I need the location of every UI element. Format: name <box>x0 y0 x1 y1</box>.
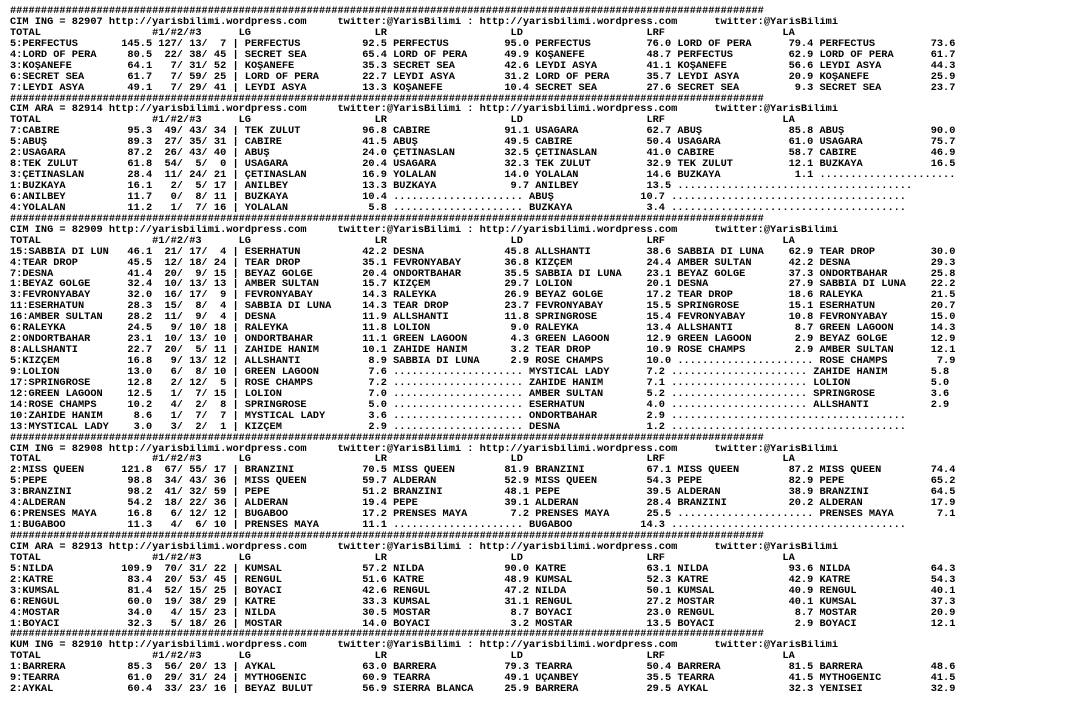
data-row: 3:FEVRONYABAY 32.0 16/ 17/ 9 | FEVRONYABAY 14.3 RALEYKA 26.9 BEYAZ GÖLGE 17.2 TEAR DROP 18.6 RALEYKA 21.5 <box>10 290 956 302</box>
column-header-line: TOTAL #1/#2/#3 LG LR LD LRF LA <box>10 27 795 39</box>
separator-line: ########################################################################################################################## <box>10 6 764 17</box>
separator-line: ########################################################################################################################## <box>10 629 764 641</box>
data-row: 7:LEYDİ ASYA 49.1 7/ 29/ 41 | LEYDİ ASYA 13.3 KOŞANEFE 10.4 SECRET SEA 27.6 SECRET SEA 9.3 SECRET SEA 23.7 <box>10 82 956 94</box>
data-row: 4:TEAR DROP 45.5 12/ 18/ 24 | TEAR DROP 35.1 FEVRONYABAY 36.8 KIZÇEM 24.4 AMBER SULTAN 42.2 DESNA 29.3 <box>10 257 956 269</box>
data-row: 13:MYSTICAL LADY 3.0 3/ 2/ 1 | KIZÇEM 2.9 ..................... DESNA 1.2 ...................................... <box>10 421 906 433</box>
column-header-line: TOTAL #1/#2/#3 LG LR LD LRF LA <box>10 454 795 466</box>
data-row: 4:LORD OF PERA 80.5 22/ 38/ 45 | SECRET SEA 65.4 LORD OF PERA 49.9 KOŞANEFE 48.7 PERFECTUS 62.9 LORD OF PERA 61.7 <box>10 49 956 61</box>
data-row: 1:BEYAZ GÖLGE 32.4 10/ 13/ 13 | AMBER SULTAN 15.7 KIZÇEM 29.7 LOLION 20.1 DESNA 27.9 SABBIA DI LUNA 22.2 <box>10 279 956 291</box>
data-row: 6:PRENSES MAYA 16.8 6/ 12/ 12 | BUGABOO 17.2 PRENSES MAYA 7.2 PRENSES MAYA 25.5 ...................... PRENSES MAYA 7.1 <box>10 509 956 521</box>
data-row: 5:PERFECTUS 145.5 127/ 13/ 7 | PERFECTUS 92.5 PERFECTUS 95.0 PERFECTUS 76.0 LORD OF PERA 79.4 PERFECTUS 73.6 <box>10 38 956 50</box>
data-row: 3:ÇETİNASLAN 28.4 11/ 24/ 21 | ÇETİNASLAN 16.9 YOLALAN 14.0 YOLALAN 14.6 BUZKAYA 1.1 ...................... <box>10 170 956 181</box>
data-row: 1:BOYACI 32.3 5/ 18/ 26 | MOSTAR 14.0 BOYACI 3.2 MOSTAR 13.5 BOYACI 2.9 BOYACI 12.1 <box>10 618 956 630</box>
data-row: 3:BRANZINI 98.2 41/ 32/ 59 | PEPE 51.2 BRANZINI 48.1 PEPE 39.5 ALDERAN 38.9 BRANZINI 64.5 <box>10 487 956 499</box>
data-row: 1:BUGABOO 11.3 4/ 6/ 10 | PRENSES MAYA 11.1 ..................... BUGABOO 14.3 ...................................... <box>10 520 906 531</box>
data-row: 6:RENGÜL 60.0 19/ 38/ 29 | KATRE 33.3 KUMSAL 31.1 RENGÜL 27.2 MOSTAR 40.1 KUMSAL 37.3 <box>10 596 956 608</box>
data-row: 3:KOŞANEFE 64.1 7/ 31/ 52 | KOŞANEFE 35.3 SECRET SEA 42.6 LEYDİ ASYA 41.1 KOŞANEFE 56.6 LEYDİ ASYA 44.3 <box>10 60 956 72</box>
separator-line: ########################################################################################################################## <box>10 531 764 542</box>
data-row: 10:ZAHİDE HANIM 8.6 1/ 7/ 7 | MYSTICAL LADY 3.6 ..................... ONDÖRTBAHAR 2.9 ...................................... <box>10 410 906 422</box>
data-row: 5:ABUŞ 89.3 27/ 35/ 31 | CABİRE 41.5 ABUŞ 49.5 CABİRE 50.4 USAGARA 61.0 USAGARA 75.7 <box>10 137 956 149</box>
data-row: 2:MISS QUEEN 121.8 67/ 55/ 17 | BRANZINI 70.5 MISS QUEEN 81.9 BRANZINI 67.1 MISS QUEEN 87.2 MISS QUEEN 74.4 <box>10 465 956 477</box>
data-row: 5:PEPE 98.8 34/ 43/ 36 | MISS QUEEN 59.7 ALDERAN 52.9 MISS QUEEN 54.3 PEPE 82.9 PEPE 65.2 <box>10 476 956 488</box>
data-row: 8:TEK ZULUT 61.8 54/ 5/ 0 | USAGARA 20.4 USAGARA 32.3 TEK ZULUT 32.9 TEK ZULUT 12.1 BUZKAYA 16.5 <box>10 159 956 171</box>
data-row: 16:AMBER SULTAN 28.2 11/ 9/ 4 | DESNA 11.9 ALLSHANTI 11.8 SPRINGROSE 15.4 FEVRONYABAY 10.8 FEVRONYABAY 15.0 <box>10 312 956 324</box>
data-row: 2:AYKAL 60.4 33/ 23/ 16 | BEYAZ BULUT 56.9 SIERRA BLANCA 25.9 BARRERA 29.5 AYKAL 32.3 YENİSEİ 32.9 <box>10 684 956 696</box>
data-row: 2:USAGARA 87.2 26/ 43/ 40 | ABUŞ 24.0 ÇETİNASLAN 32.5 ÇETİNASLAN 41.0 CABİRE 58.7 CABİRE 46.9 <box>10 148 956 160</box>
data-row: 1:BARRERA 85.3 56/ 20/ 13 | AYKAL 63.0 BARRERA 79.3 TEARRA 50.4 BARRERA 81.5 BARRERA 48.6 <box>10 662 956 674</box>
race-header-line: CIM ING = 82908 http://yarisbilimi.wordpress.com twitter:@YarisBilimi : http://yarisbilimi.wordpress.com twitter:@YarisBilimi <box>10 443 839 455</box>
column-header-line: TOTAL #1/#2/#3 LG LR LD LRF LA <box>10 651 795 663</box>
data-row: 3:KUMSAL 81.4 52/ 15/ 25 | BOYACI 42.6 RENGÜL 47.2 NILDA 50.1 KUMSAL 40.9 RENGÜL 40.1 <box>10 585 956 597</box>
data-row: 4:MOSTAR 34.0 4/ 15/ 23 | NILDA 30.5 MOSTAR 8.7 BOYACI 23.0 RENGÜL 8.7 MOSTAR 20.9 <box>10 607 956 619</box>
column-header-line: TOTAL #1/#2/#3 LG LR LD LRF LA <box>10 235 795 247</box>
data-row: 11:ESERHATUN 28.3 15/ 8/ 4 | SABBIA DI LUNA 14.3 TEAR DROP 23.7 FEVRONYABAY 15.5 SPRINGROSE 15.1 ESERHATUN 20.7 <box>10 301 956 313</box>
data-row: 6:SECRET SEA 61.7 7/ 59/ 25 | LORD OF PERA 22.7 LEYDİ ASYA 31.2 LORD OF PERA 35.7 LEYDİ ASYA 20.9 KOŞANEFE 25.9 <box>10 71 956 83</box>
race-header-line: CIM ING = 82909 http://yarisbilimi.wordpress.com twitter:@YarisBilimi : http://yarisbilimi.wordpress.com twitter:@YarisBilimi <box>10 224 839 236</box>
separator-line: ########################################################################################################################## <box>10 432 764 444</box>
race-header-line: CIM ARA = 82913 http://yarisbilimi.wordpress.com twitter:@YarisBilimi : http://yarisbilimi.wordpress.com twitter:@YarisBilimi <box>10 541 839 553</box>
data-row: 12:GREEN LAGOON 12.5 1/ 7/ 15 | LOLION 7.0 ..................... AMBER SULTAN 5.2 ...................... SPRINGROSE 3.6 <box>10 388 950 400</box>
data-row: 6:RALEYKA 24.5 9/ 10/ 18 | RALEYKA 11.8 LOLION 9.0 RALEYKA 13.4 ALLSHANTI 8.7 GREEN LAGOON 14.3 <box>10 323 956 335</box>
data-row: 7:DESNA 41.4 20/ 9/ 15 | BEYAZ GÖLGE 20.4 ONDÖRTBAHAR 35.5 SABBIA DI LUNA 23.1 BEYAZ GÖLGE 37.3 ONDÖRTBAHAR 25.8 <box>10 268 956 280</box>
column-header-line: TOTAL #1/#2/#3 LG LR LD LRF LA <box>10 115 795 127</box>
race-header-line: CIM ARA = 82914 http://yarisbilimi.wordpress.com twitter:@YarisBilimi : http://yarisbilimi.wordpress.com twitter:@YarisBilimi <box>10 104 839 116</box>
data-row: 9:LOLION 13.0 6/ 8/ 10 | GREEN LAGOON 7.6 ..................... MYSTICAL LADY 7.2 ...................... ZAHİDE HANIM 5.8 <box>10 366 950 378</box>
data-row: 8:ALLSHANTI 22.7 20/ 5/ 11 | ZAHİDE HANIM 10.1 ZAHİDE HANIM 3.2 TEAR DROP 10.9 ROSE CHAMPS 2.9 AMBER SULTAN 12.1 <box>10 345 956 356</box>
race-header-line: KUM ING = 82910 http://yarisbilimi.wordpress.com twitter:@YarisBilimi : http://yarisbilimi.wordpress.com twitter:@YarisBilimi <box>10 640 839 652</box>
data-row: 4:YOLALAN 11.2 1/ 7/ 16 | YOLALAN 5.8 ..................... BUZKAYA 3.4 ...................................... <box>10 202 906 214</box>
race-header-line: CIM ING = 82907 http://yarisbilimi.wordpress.com twitter:@YarisBilimi : http://yarisbilimi.wordpress.com twitter:@YarisBilimi <box>10 16 839 28</box>
data-row: 15:SABBIA DI LUN 46.1 21/ 17/ 4 | ESERHATUN 42.2 DESNA 45.8 ALLSHANTI 38.6 SABBIA DI LUNA 62.9 TEAR DROP 30.0 <box>10 246 956 258</box>
data-row: 6:ANILBEY 11.7 0/ 8/ 11 | BUZKAYA 10.4 ..................... ABUŞ 10.7 ...................................... <box>10 191 906 203</box>
data-row: 2:KATRE 83.4 20/ 53/ 45 | RENGÜL 51.6 KATRE 48.9 KUMSAL 52.3 KATRE 42.9 KATRE 54.3 <box>10 574 956 586</box>
data-row: 5:KIZÇEM 16.8 9/ 13/ 12 | ALLSHANTI 8.9 SABBIA DI LUNA 2.9 ROSE CHAMPS 10.0 ...................... ROSE CHAMPS 7.9 <box>10 356 956 367</box>
data-row: 14:ROSE CHAMPS 10.2 4/ 2/ 8 | SPRINGROSE 5.0 ..................... ESERHATUN 4.0 ...................... ALLSHANTI 2.9 <box>10 399 950 411</box>
data-row: 9:TEARRA 61.0 29/ 31/ 24 | MYTHOGENIC 60.9 TEARRA 49.1 UÇANBEY 35.5 TEARRA 41.5 MYTHOGENIC 41.5 <box>10 673 956 685</box>
data-row: 17:SPRINGROSE 12.8 2/ 12/ 5 | ROSE CHAMPS 7.2 ..................... ZAHİDE HANIM 7.1 ...................... LOLION 5.0 <box>10 377 950 389</box>
data-row: 1:BUZKAYA 16.1 2/ 5/ 17 | ANILBEY 13.3 BUZKAYA 9.7 ANILBEY 13.5 ...................................... <box>10 181 913 192</box>
separator-line: ########################################################################################################################## <box>10 213 764 225</box>
data-row: 5:NILDA 109.9 70/ 31/ 22 | KUMSAL 57.2 NILDA 90.0 KATRE 63.1 NILDA 93.6 NILDA 64.3 <box>10 563 956 575</box>
separator-line: ########################################################################################################################## <box>10 93 764 105</box>
column-header-line: TOTAL #1/#2/#3 LG LR LD LRF LA <box>10 552 795 564</box>
data-row: 2:ONDÖRTBAHAR 23.1 10/ 13/ 10 | ONDÖRTBAHAR 11.1 GREEN LAGOON 4.3 GREEN LAGOON 12.9 GREEN LAGOON 2.9 BEYAZ GÖLGE 12.9 <box>10 334 956 346</box>
data-row: 7:CABİRE 95.3 49/ 43/ 34 | TEK ZULUT 96.8 CABİRE 91.1 USAGARA 62.7 ABUŞ 85.8 ABUŞ 90.0 <box>10 126 956 138</box>
data-row: 4:ALDERAN 54.2 18/ 22/ 36 | ALDERAN 19.4 PEPE 39.1 ALDERAN 28.4 BRANZINI 20.2 ALDERAN 17.9 <box>10 498 956 510</box>
